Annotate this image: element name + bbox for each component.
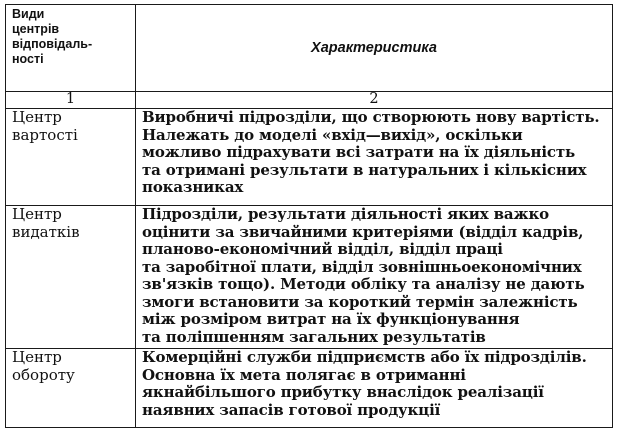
column-number: 1 [6, 92, 136, 109]
description-line: Виробничі підрозділи, що створюють нову вартість. [142, 108, 600, 126]
description-line: між розміром витрат на їх функціонування [142, 310, 520, 328]
description-line: та поліпшенням загальних результатів [142, 327, 486, 346]
description-line: Належать до моделі «вхід—вихід», оскільки [142, 125, 523, 144]
header-types-line: центрів [12, 22, 60, 36]
center-description-cell [136, 206, 613, 349]
header-types-line: відповідаль- [12, 37, 93, 51]
center-name-cell [6, 349, 136, 428]
description-line: оцінити за звичайними критеріями (відділ кадрів, [142, 222, 584, 241]
center-name-cell [6, 206, 136, 349]
header-row [6, 5, 613, 92]
column-number-row [6, 92, 613, 109]
table-row [6, 206, 613, 349]
center-description-cell [136, 109, 613, 206]
description-line: планово-економічний відділ, відділ праці [142, 240, 503, 258]
table-row [6, 109, 613, 206]
description-line: та заробітної плати, відділ зовнішньоекономічних [142, 257, 582, 276]
table-row [6, 349, 613, 428]
column-number: 2 [136, 92, 613, 109]
center-name-line: вартості [12, 125, 78, 144]
center-description-cell [136, 349, 613, 428]
description-line: Комерційні служби підприємств або їх підрозділів. [142, 348, 587, 366]
description-line: та отримані результати в натуральних і кількісних [142, 160, 587, 179]
description-line: показниках [142, 178, 244, 196]
header-types-cell [6, 5, 136, 92]
center-name-cell [6, 109, 136, 206]
center-name-line: видатків [12, 222, 80, 241]
center-name-line: Центр [12, 108, 62, 126]
description-line: Підрозділи, результати діяльності яких важко [142, 205, 549, 223]
description-line: якнайбільшого прибутку внаслідок реалізації [142, 383, 544, 401]
header-characteristic-cell: Характеристика [136, 5, 613, 92]
responsibility-centers-table [5, 4, 613, 428]
description-line: Основна їх мета полягає в отриманні [142, 365, 466, 384]
center-name-line: Центр [12, 205, 62, 223]
description-line: можливо підрахувати всі затрати на їх діяльність [142, 143, 576, 161]
center-name-line: Центр [12, 348, 62, 366]
description-line: змоги встановити за короткий термін залежність [142, 292, 578, 311]
header-types-line: ності [12, 52, 44, 66]
center-name-line: обороту [12, 365, 75, 384]
description-line: зв'язків тощо). Методи обліку та аналізу не дають [142, 275, 585, 293]
header-types-line: Види [12, 7, 45, 21]
description-line: наявних запасів готової продукції [142, 400, 441, 419]
